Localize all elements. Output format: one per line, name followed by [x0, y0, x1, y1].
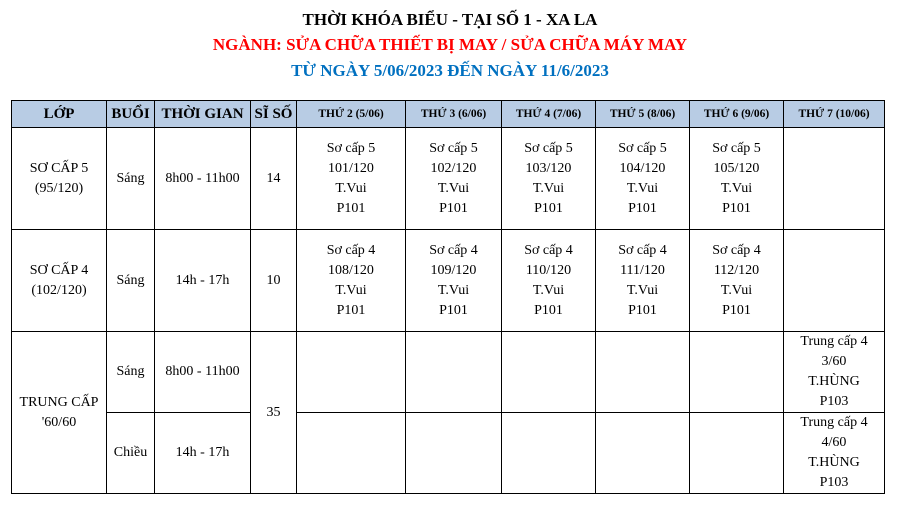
col-header-class: LỚP	[12, 101, 107, 128]
lesson-course: Sơ cấp 4	[326, 242, 376, 258]
table-row	[12, 413, 885, 494]
col-header-time: THỜI GIAN	[155, 101, 251, 128]
lesson-cell-thu	[596, 413, 690, 494]
lesson-cell-mon	[297, 128, 406, 230]
lesson-cell-mon	[297, 413, 406, 494]
lesson-cell-tue	[406, 128, 502, 230]
lesson-course: Sơ cấp 5	[712, 140, 761, 156]
col-header-mon: THỨ 2 (5/06)	[297, 101, 406, 128]
class-cell	[12, 332, 107, 494]
session-cell: Sáng	[107, 128, 155, 230]
lesson-room: P101	[336, 200, 366, 216]
lesson-course: Sơ cấp 5	[618, 140, 667, 156]
lesson-course: Sơ cấp 5	[326, 140, 376, 156]
lesson-room: P103	[819, 475, 849, 490]
lesson-teacher: T.HÙNG	[808, 374, 860, 389]
lesson-teacher: T.Vui	[532, 282, 565, 298]
lesson-course: Trung cấp 4	[800, 334, 868, 349]
lesson-cell-fri	[690, 230, 784, 332]
lesson-teacher: T.Vui	[626, 180, 659, 196]
timetable	[11, 100, 885, 494]
session-cell: Chiều	[107, 413, 155, 494]
lesson-course: Sơ cấp 4	[524, 242, 573, 258]
lesson-cell-fri	[690, 128, 784, 230]
lesson-course: Sơ cấp 5	[524, 140, 573, 156]
lesson-cell-thu	[596, 128, 690, 230]
lesson-cell-mon	[297, 332, 406, 413]
lesson-course: Trung cấp 4	[800, 415, 868, 430]
lesson-cell-sat	[784, 332, 885, 413]
table-row	[12, 128, 885, 230]
session-cell: Sáng	[107, 230, 155, 332]
lesson-progress: 102/120	[430, 160, 477, 176]
lesson-cell-fri	[690, 413, 784, 494]
lesson-room: P101	[722, 200, 751, 216]
lesson-room: P101	[628, 200, 657, 216]
lesson-teacher: T.Vui	[626, 282, 659, 298]
lesson-progress: 103/120	[525, 160, 572, 176]
lesson-cell-wed	[502, 230, 596, 332]
size-cell: 10	[251, 230, 297, 332]
lesson-progress: 109/120	[430, 262, 477, 278]
header-row	[12, 101, 885, 128]
lesson-cell-tue	[406, 230, 502, 332]
time-cell: 8h00 - 11h00	[155, 128, 251, 230]
lesson-cell-sat	[784, 128, 885, 230]
lesson-cell-sat	[784, 230, 885, 332]
lesson-course: Sơ cấp 4	[712, 242, 761, 258]
lesson-teacher: T.Vui	[335, 180, 367, 196]
time-cell: 14h - 17h	[155, 413, 251, 494]
table-row	[12, 332, 885, 413]
lesson-room: P101	[336, 302, 366, 318]
time-cell: 8h00 - 11h00	[155, 332, 251, 413]
lesson-teacher: T.Vui	[437, 180, 470, 196]
lesson-progress: 110/120	[525, 262, 572, 278]
lesson-room: P101	[534, 302, 563, 318]
class-count: (102/120)	[31, 282, 87, 298]
lesson-cell-tue	[406, 413, 502, 494]
title-date-range: TỪ NGÀY 5/06/2023 ĐẾN NGÀY 11/6/2023	[291, 61, 609, 80]
lesson-room: P103	[819, 394, 849, 409]
title-main: THỜI KHÓA BIỂU - TẠI SỐ 1 - XA LA	[302, 10, 598, 29]
col-header-size: SĨ SỐ	[251, 101, 297, 128]
time-cell: 14h - 17h	[155, 230, 251, 332]
class-name: TRUNG CẤP	[19, 394, 99, 410]
lesson-cell-thu	[596, 332, 690, 413]
lesson-teacher: T.Vui	[437, 282, 470, 298]
lesson-room: P101	[439, 200, 468, 216]
lesson-course: Sơ cấp 4	[429, 242, 478, 258]
size-cell: 14	[251, 128, 297, 230]
lesson-teacher: T.Vui	[720, 180, 753, 196]
lesson-progress: 105/120	[713, 160, 760, 176]
col-header-sat: THỨ 7 (10/06)	[784, 101, 885, 128]
class-cell	[12, 230, 107, 332]
lesson-teacher: T.Vui	[532, 180, 565, 196]
col-header-thu: THỨ 5 (8/06)	[596, 101, 690, 128]
lesson-teacher: T.Vui	[720, 282, 753, 298]
lesson-course: Sơ cấp 4	[618, 242, 667, 258]
class-name: SƠ CẤP 4	[29, 262, 89, 278]
lesson-cell-sat	[784, 413, 885, 494]
lesson-room: P101	[628, 302, 657, 318]
col-header-session: BUỔI	[107, 101, 155, 128]
lesson-room: P101	[722, 302, 751, 318]
col-header-wed: THỨ 4 (7/06)	[502, 101, 596, 128]
lesson-cell-tue	[406, 332, 502, 413]
lesson-progress: 111/120	[620, 262, 665, 278]
lesson-room: P101	[439, 302, 468, 318]
table-row	[12, 230, 885, 332]
title-major: NGÀNH: SỬA CHỮA THIẾT BỊ MAY / SỬA CHỮA MÁY MAY	[212, 35, 688, 54]
lesson-progress: 4/60	[821, 435, 847, 450]
class-cell	[12, 128, 107, 230]
lesson-room: P101	[534, 200, 563, 216]
lesson-cell-wed	[502, 332, 596, 413]
col-header-tue: THỨ 3 (6/06)	[406, 101, 502, 128]
lesson-teacher: T.HÙNG	[808, 455, 860, 470]
session-cell: Sáng	[107, 332, 155, 413]
lesson-progress: 101/120	[328, 160, 374, 176]
lesson-cell-fri	[690, 332, 784, 413]
class-name: SƠ CẤP 5	[29, 160, 89, 176]
lesson-course: Sơ cấp 5	[429, 140, 478, 156]
col-header-fri: THỨ 6 (9/06)	[690, 101, 784, 128]
size-cell: 35	[251, 332, 297, 494]
lesson-progress: 108/120	[328, 262, 374, 278]
class-count: '60/60	[41, 414, 77, 430]
lesson-progress: 104/120	[619, 160, 666, 176]
lesson-cell-wed	[502, 128, 596, 230]
lesson-progress: 3/60	[821, 354, 847, 369]
lesson-cell-mon	[297, 230, 406, 332]
lesson-cell-thu	[596, 230, 690, 332]
class-count: (95/120)	[34, 180, 84, 196]
lesson-progress: 112/120	[713, 262, 760, 278]
lesson-cell-wed	[502, 413, 596, 494]
lesson-teacher: T.Vui	[335, 282, 367, 298]
